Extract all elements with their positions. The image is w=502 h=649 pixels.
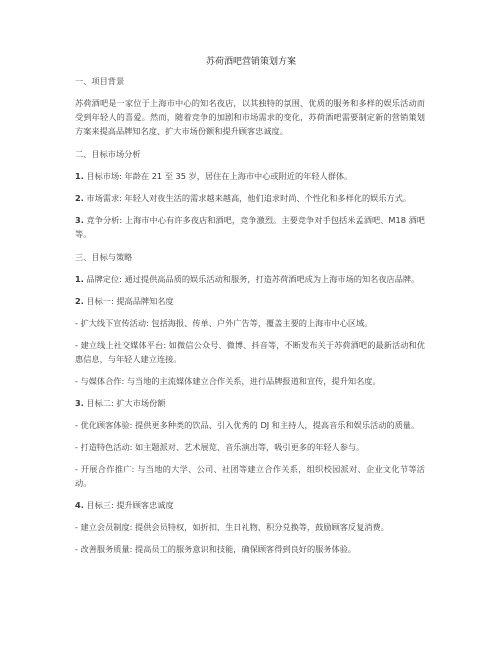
bullet-item: - 优化顾客体验: 提供更多种类的饮品、引入优秀的 DJ 和主持人，提高音乐和娱乐活动的质量。 — [75, 420, 420, 430]
list-item — [75, 272, 425, 286]
document-body — [75, 74, 425, 564]
item-number: 1. — [75, 171, 84, 181]
item-number: 2. — [75, 193, 84, 203]
list-item — [75, 396, 425, 410]
bullet-item: - 扩大线下宣传活动: 包括海报、传单、户外广告等，覆盖主要的上海市中心区域。 — [75, 318, 373, 328]
item-text: 目标市场: 年龄在 21 至 35 岁，居住在上海市中心或附近的年轻人群体。 — [86, 171, 353, 181]
bullet-item: - 开展合作推广: 与当地的大学、公司、社团等建立合作关系，组织校园派对、企业文化节等活动。 — [75, 464, 425, 488]
section-heading: 二、目标市场分析 — [75, 149, 141, 159]
item-text: 品牌定位: 通过提供高品质的娱乐活动和服务，打造苏荷酒吧成为上海市场的知名夜店品牌。 — [86, 274, 420, 284]
item-number: 4. — [75, 500, 84, 510]
item-number: 2. — [75, 296, 84, 306]
item-text: 目标二: 扩大市场份额 — [86, 398, 166, 408]
list-item — [75, 498, 425, 512]
list-item — [75, 169, 425, 183]
item-text: 市场需求: 年轻人对夜生活的需求越来越高，他们追求时尚、个性化和多样化的娱乐方式。 — [86, 193, 412, 203]
item-number: 3. — [75, 398, 84, 408]
section-heading: 三、目标与策略 — [75, 252, 133, 262]
item-number: 1. — [75, 274, 84, 284]
item-text: 目标三: 提升顾客忠诚度 — [86, 500, 174, 510]
document-title: 苏荷酒吧营销策划方案 — [205, 57, 296, 67]
item-text: 目标一: 提高品牌知名度 — [86, 296, 174, 306]
item-text: 竞争分析: 上海市中心有许多夜店和酒吧，竞争激烈。主要竞争对手包括米孟酒吧、M18 酒吧等。 — [75, 215, 425, 239]
bullet-item: - 建立线上社交媒体平台: 如微信公众号、微博、抖音等，不断发布关于苏荷酒吧的最新活动和优惠信息，与年轻人建立连接。 — [75, 340, 425, 364]
section-heading: 一、项目背景 — [75, 76, 125, 86]
bullet-item: - 改善服务质量: 提高员工的服务意识和技能，确保顾客得到良好的服务体验。 — [75, 544, 357, 554]
list-item — [75, 213, 425, 241]
list-item — [75, 294, 425, 308]
bullet-item: - 与媒体合作: 与当地的主流媒体建立合作关系，进行品牌报道和宣传，提升知名度。 — [75, 376, 381, 386]
bullet-item: - 建立会员制度: 提供会员特权，如折扣、生日礼物、积分兑换等，鼓励顾客反复消费。 — [75, 522, 389, 532]
list-item — [75, 191, 425, 205]
item-number: 3. — [75, 215, 84, 225]
paragraph: 苏荷酒吧是一家位于上海市中心的知名夜店，以其独特的氛围、优质的服务和多样的娱乐活动而受到年轻人的喜爱。然而，随着竞争的加剧和市场需求的变化，苏荷酒吧需要制定新的营销策划方案来提高品牌知名度、扩大市场份额和提升顾客忠诚度。 — [75, 98, 425, 136]
bullet-item: - 打造特色活动: 如主题派对、艺术展览、音乐演出等，吸引更多的年轻人参与。 — [75, 442, 365, 452]
